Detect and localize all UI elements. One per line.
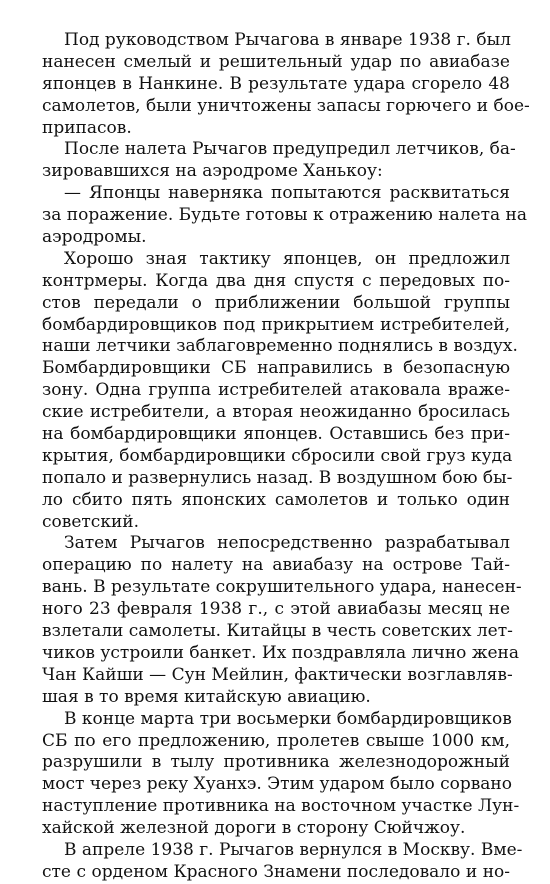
paragraph: [42, 708, 520, 840]
text-line: советский.: [42, 511, 140, 532]
text-line: операцию по налету на авиабазу на острове Тай-: [42, 555, 510, 576]
paragraph: [42, 139, 516, 183]
text-line: наши летчики заблаговременно поднялись в воздух.: [42, 336, 518, 357]
text-line: аэродромы.: [42, 227, 147, 248]
text-line: за поражение. Будьте готовы к отражению налета на: [42, 205, 527, 226]
text-line: шая в то время китайскую авиацию.: [42, 686, 371, 707]
text-line: хайской железной дороги в сторону Сюйчжоу.: [42, 818, 466, 839]
paragraph: [42, 30, 530, 139]
text-line: разрушили в тылу противника железнодорожный: [42, 752, 510, 773]
text-line: Хорошо зная тактику японцев, он предложил: [64, 248, 510, 269]
text-line: попало и развернулись назад. В воздушном бою бы-: [42, 467, 513, 488]
text-line: ло сбито пять японских самолетов и только один: [42, 489, 510, 510]
text-line: взлетали самолеты. Китайцы в честь советских лет-: [42, 621, 513, 642]
text-line: В конце марта три восьмерки бомбардировщиков: [64, 708, 512, 729]
text-line: сте с орденом Красного Знамени последовало и но-: [42, 861, 510, 882]
text-line: нанесен смелый и решительный удар по авиабазе: [42, 51, 510, 72]
text-line: Под руководством Рычагова в январе 1938 г. был: [64, 30, 511, 50]
text-line: зону. Одна группа истребителей атаковала враже-: [42, 380, 510, 401]
paragraph: [42, 533, 522, 708]
text-line: бомбардировщиков под прикрытием истребителей,: [42, 314, 510, 335]
book-page-text: [42, 30, 530, 884]
paragraph: [42, 183, 527, 249]
paragraph: [42, 248, 518, 534]
text-line: наступление противника на восточном участке Лун-: [42, 796, 520, 817]
text-line: стов передали о приближении большой группы: [42, 292, 510, 313]
text-line: После налета Рычагов предупредил летчиков, ба-: [64, 139, 516, 160]
text-line: контрмеры. Когда два дня спустя с передовых по-: [42, 270, 510, 291]
text-line: — Японцы наверняка попытаются расквитаться: [64, 183, 510, 204]
text-line: ного 23 февраля 1938 г., с этой авиабазы месяц не: [42, 599, 510, 620]
text-line: японцев в Нанкине. В результате удара сгорело 48: [42, 73, 510, 94]
text-line: вань. В результате сокрушительного удара, нанесен-: [42, 577, 522, 598]
text-line: Чан Кайши — Сун Мейлин, фактически возглавляв-: [42, 664, 513, 685]
text-line: припасов.: [42, 117, 132, 138]
text-line: СБ по его предложению, пролетев свыше 1000 км,: [42, 730, 510, 751]
text-line: на бомбардировщики японцев. Оставшись без при-: [42, 424, 510, 445]
text-line: Затем Рычагов непосредственно разрабатывал: [64, 533, 510, 554]
text-line: ские истребители, а вторая неожиданно бросилась: [42, 402, 510, 423]
text-line: чиков устроили банкет. Их поздравляла лично жена: [42, 642, 519, 663]
text-line: мост через реку Хуанхэ. Этим ударом было сорвано: [42, 774, 512, 795]
text-line: самолетов, были уничтожены запасы горючего и бое-: [42, 95, 530, 116]
text-line: крытия, бомбардировщики сбросили свой груз куда: [42, 445, 513, 466]
text-line: зировавшихся на аэродроме Ханькоу:: [42, 161, 383, 182]
text-line: В апреле 1938 г. Рычагов вернулся в Москву. Вме-: [64, 839, 523, 860]
paragraph: [42, 839, 523, 884]
text-line: Бомбардировщики СБ направились в безопасную: [42, 358, 510, 379]
